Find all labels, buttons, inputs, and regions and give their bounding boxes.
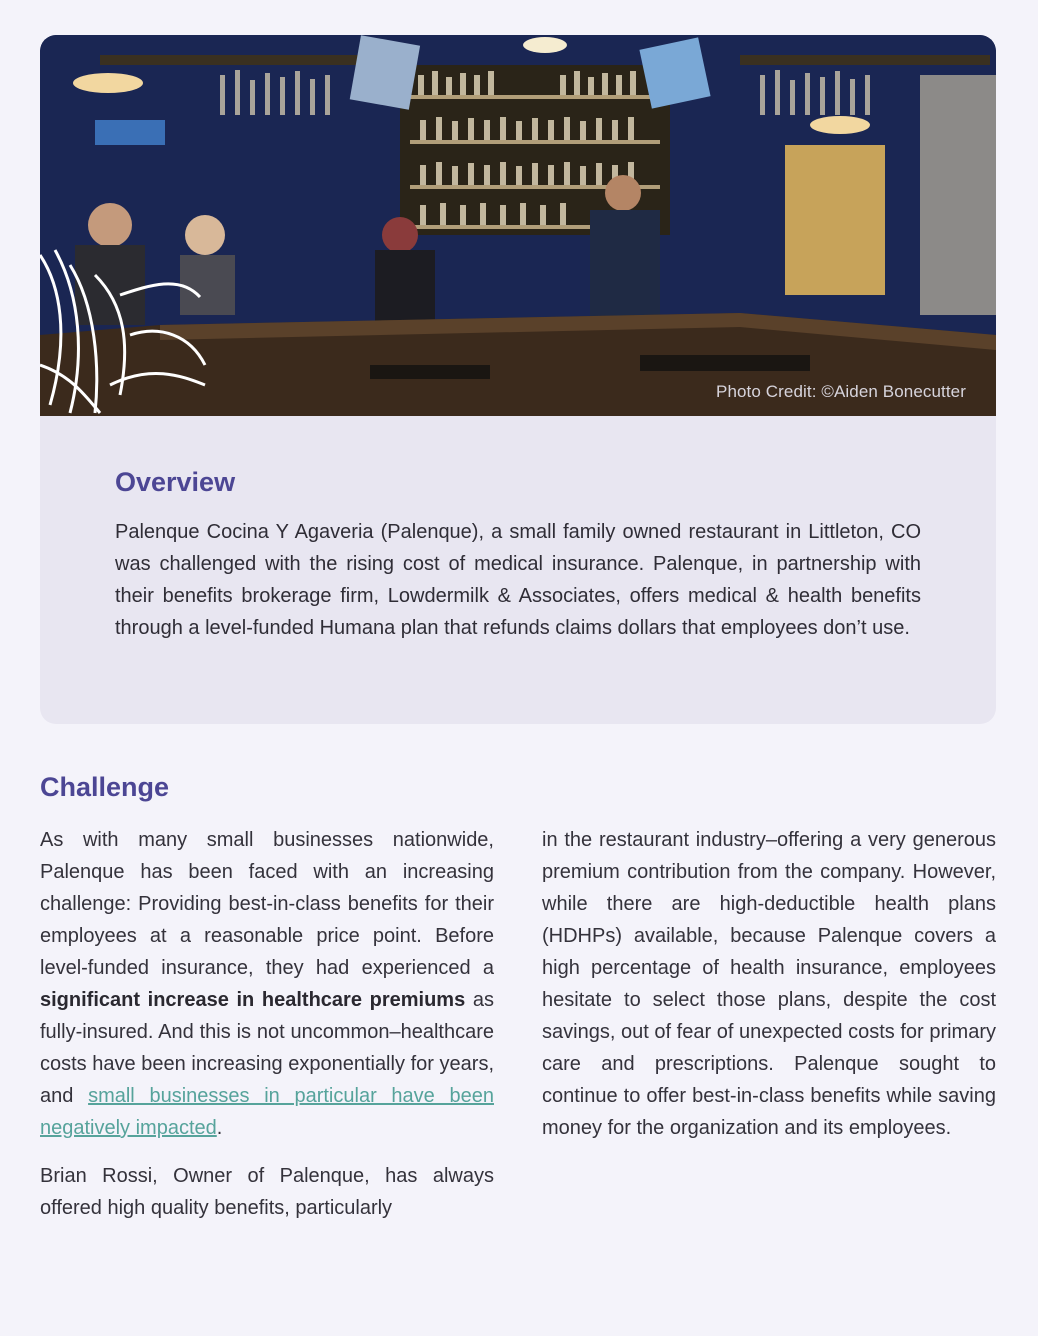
challenge-text-1a: As with many small businesses nationwide, Palenque has been faced with an increasing challenge: Providing best-in-class benefits for their employees at a reasonable price point. Before level-funded insurance, they had experienced a <box>40 829 494 979</box>
overview-heading: Overview <box>115 467 236 497</box>
challenge-paragraph-1 <box>40 824 494 1144</box>
small-businesses-impacted-link[interactable]: small businesses in particular have been negatively impacted <box>40 1085 494 1139</box>
challenge-column-left <box>40 824 494 1240</box>
restaurant-bar-photo <box>40 35 996 416</box>
challenge-column-right <box>542 824 996 1160</box>
overview-section <box>115 467 921 644</box>
challenge-paragraph-2-start: Brian Rossi, Owner of Palenque, has always offered high quality benefits, particularly <box>40 1165 494 1219</box>
challenge-text-1c: . <box>216 1117 223 1139</box>
challenge-heading: Challenge <box>40 772 170 802</box>
challenge-text-1b: as fully-insured. And this is not uncommon–healthcare costs have been increasing exponentially for years, and <box>40 989 494 1107</box>
bar-scene-illustration <box>40 35 996 416</box>
challenge-paragraph-2-continued: in the restaurant industry–offering a very generous premium contribution from the company. However, while there are high-deductible health plans (HDHPs) available, because Palenque covers a high percentage of health insurance, employees hesitate to select those plans, despite the cost savings, out of fear of unexpected costs for primary care and prescriptions. Palenque sought to continue to offer best-in-class benefits while saving money for the organization and its employees. <box>542 829 996 1139</box>
challenge-bold-text: significant increase in healthcare premiums <box>40 989 466 1011</box>
photo-credit: Photo Credit: ©Aiden Bonecutter <box>716 382 966 401</box>
overview-paragraph: Palenque Cocina Y Agaveria (Palenque), a small family owned restaurant in Littleton, CO was challenged with the rising cost of medical insurance. Palenque, in partnership with their benefits brokerage firm, Lowdermilk & Associates, offers medical & health benefits through a level-funded Humana plan that refunds claims dollars that employees don’t use. <box>115 521 921 639</box>
overview-card <box>40 35 996 724</box>
